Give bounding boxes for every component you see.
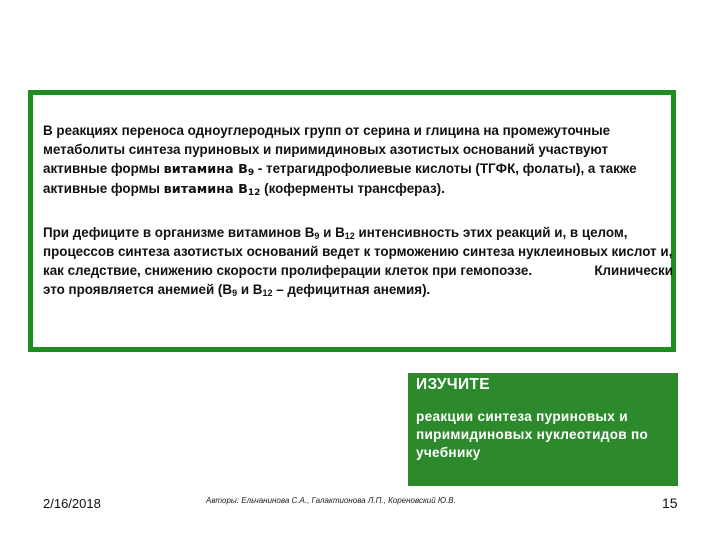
clinically-word: Клинически (594, 263, 673, 278)
p1-vitamin-b12: витамина $В_{12}$ (163, 182, 261, 198)
p1-text-3: (коферменты трансфераз). (260, 181, 445, 196)
study-text: реакции синтеза пуриновых и пиримидиновых нуклеотидов по учебнику (416, 409, 649, 460)
page-number: 15 (662, 495, 678, 511)
p1-text-1: В реакциях переноса одноуглеродных групп от серина и глицина на промежуточные метаболиты синтеза пуриновых и пиримидиновых азотистых оснований участвуют активные формы (43, 123, 611, 176)
footer-authors: Авторы: Ельчанинова С.А., Галактионова Л.П., Кореновский Ю.В. (206, 496, 456, 505)
p1-vitamin-b9: витамина $В_9$ (163, 162, 255, 178)
study-title: ИЗУЧИТЕ (416, 376, 490, 393)
p1-text-2: - тетрагидрофолиевые кислоты (ТГФК, фолаты), а также активные формы (43, 161, 637, 196)
footer-date: 2/16/2018 (43, 496, 101, 511)
paragraph-two: При дефиците в организме витаминов $В_9$ и $В_{12}$ интенсивность этих реакций и, в целом, процессов синтеза азотистых оснований ведет к торможению синтеза нуклеиновых кислот и, как следствие, снижению скорости пролиферации клеток при гемопоэзе. Клинически это проявляется анемией ($В_9$ и $В_{12}$ – дефицитная анемия). (43, 225, 673, 298)
study-callout (408, 373, 678, 486)
main-text-box (28, 90, 676, 352)
paragraph-one (43, 121, 673, 199)
